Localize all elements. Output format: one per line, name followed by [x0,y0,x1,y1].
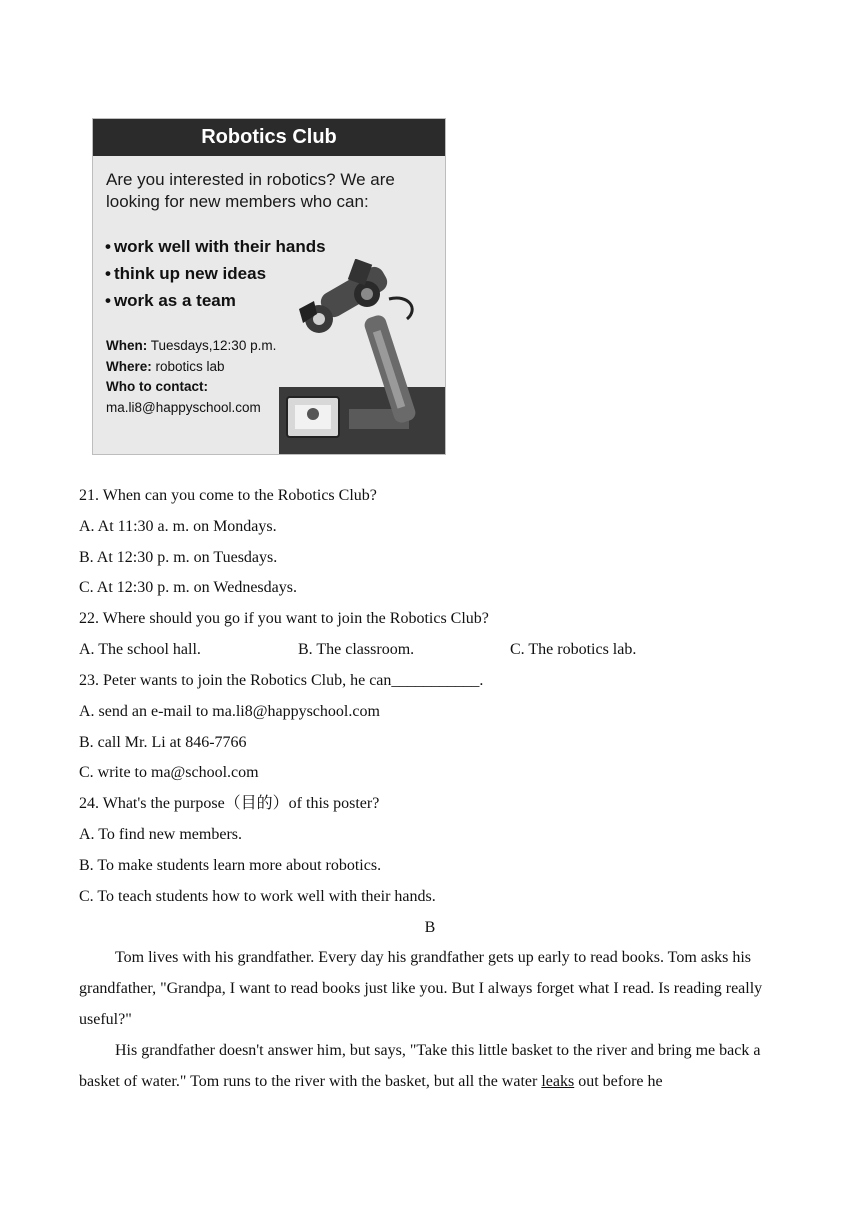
poster-requirement-text: think up new ideas [113,264,267,283]
question-24-option-c: C. To teach students how to work well with their hands. [79,888,436,905]
poster-intro: Are you interested in robotics? We are looking for new members who can: [106,170,395,211]
section-label: B [424,919,436,936]
poster-where [106,357,276,378]
question-24-option-b: B. To make students learn more about robotics. [79,857,382,874]
question-22: 22. Where should you go if you want to join the Robotics Club? [79,610,489,627]
poster-title: Robotics Club [201,126,337,148]
question-24-option-a: A. To find new members. [79,826,242,843]
poster-requirement: • think up new ideas [105,264,267,283]
question-21-option-b: B. At 12:30 p. m. on Tuesdays. [79,549,278,566]
question-21-option-a: A. At 11:30 a. m. on Mondays. [79,518,277,535]
question-22-option-b: B. The classroom. [298,641,415,658]
poster-requirement: • work as a team [105,291,236,310]
poster-contact [106,377,276,398]
question-21-option-c: C. At 12:30 p. m. on Wednesdays. [79,579,297,596]
paragraph-2-text-start: His grandfather doesn't answer him, but says, "Take this little basket to the river and bring me back a basket of water." Tom runs to the river with the basket, but all the water [79,1042,761,1090]
question-24: 24. What's the purpose（目的）of this poster? [79,795,380,812]
when-value: Tuesdays,12:30 p.m. [150,338,277,353]
robot-arm-illustration [279,259,446,455]
poster-requirement-text: work well with their hands [113,237,326,256]
poster-when [106,336,276,357]
poster-requirement: • work well with their hands [105,237,326,256]
question-23-option-c: C. write to ma@school.com [79,764,259,781]
poster-requirement-text: work as a team [113,291,236,310]
poster-title-bar [93,119,445,156]
robotics-club-poster [92,118,446,455]
contact-label: Who to contact: [106,379,208,394]
where-value: robotics lab [155,358,225,374]
passage-paragraph-1 [79,942,779,1035]
poster-info [106,336,276,418]
underlined-word: leaks [541,1073,575,1090]
question-22-option-c: C. The robotics lab. [510,641,637,658]
question-21: 21. When can you come to the Robotics Club? [79,487,377,504]
passage-paragraph-2 [79,1035,779,1097]
paragraph-2-text-end: out before he [574,1073,663,1090]
where-label: Where: [106,358,152,374]
question-23-option-a: A. send an e-mail to ma.li8@happyschool.com [79,703,380,720]
poster-contact-email: ma.li8@happyschool.com [106,399,261,415]
when-label: When: [106,338,148,353]
paragraph-1-text: Tom lives with his grandfather. Every day his grandfather gets up early to read books. Tom asks his grandfather, "Grandpa, I want to read books just like you. But I always forget what I read. Is reading really useful?" [79,949,763,1028]
question-23: 23. Peter wants to join the Robotics Club, he can___________. [79,672,484,689]
question-22-option-a: A. The school hall. [79,641,201,658]
question-23-option-b: B. call Mr. Li at 846-7766 [79,734,247,751]
